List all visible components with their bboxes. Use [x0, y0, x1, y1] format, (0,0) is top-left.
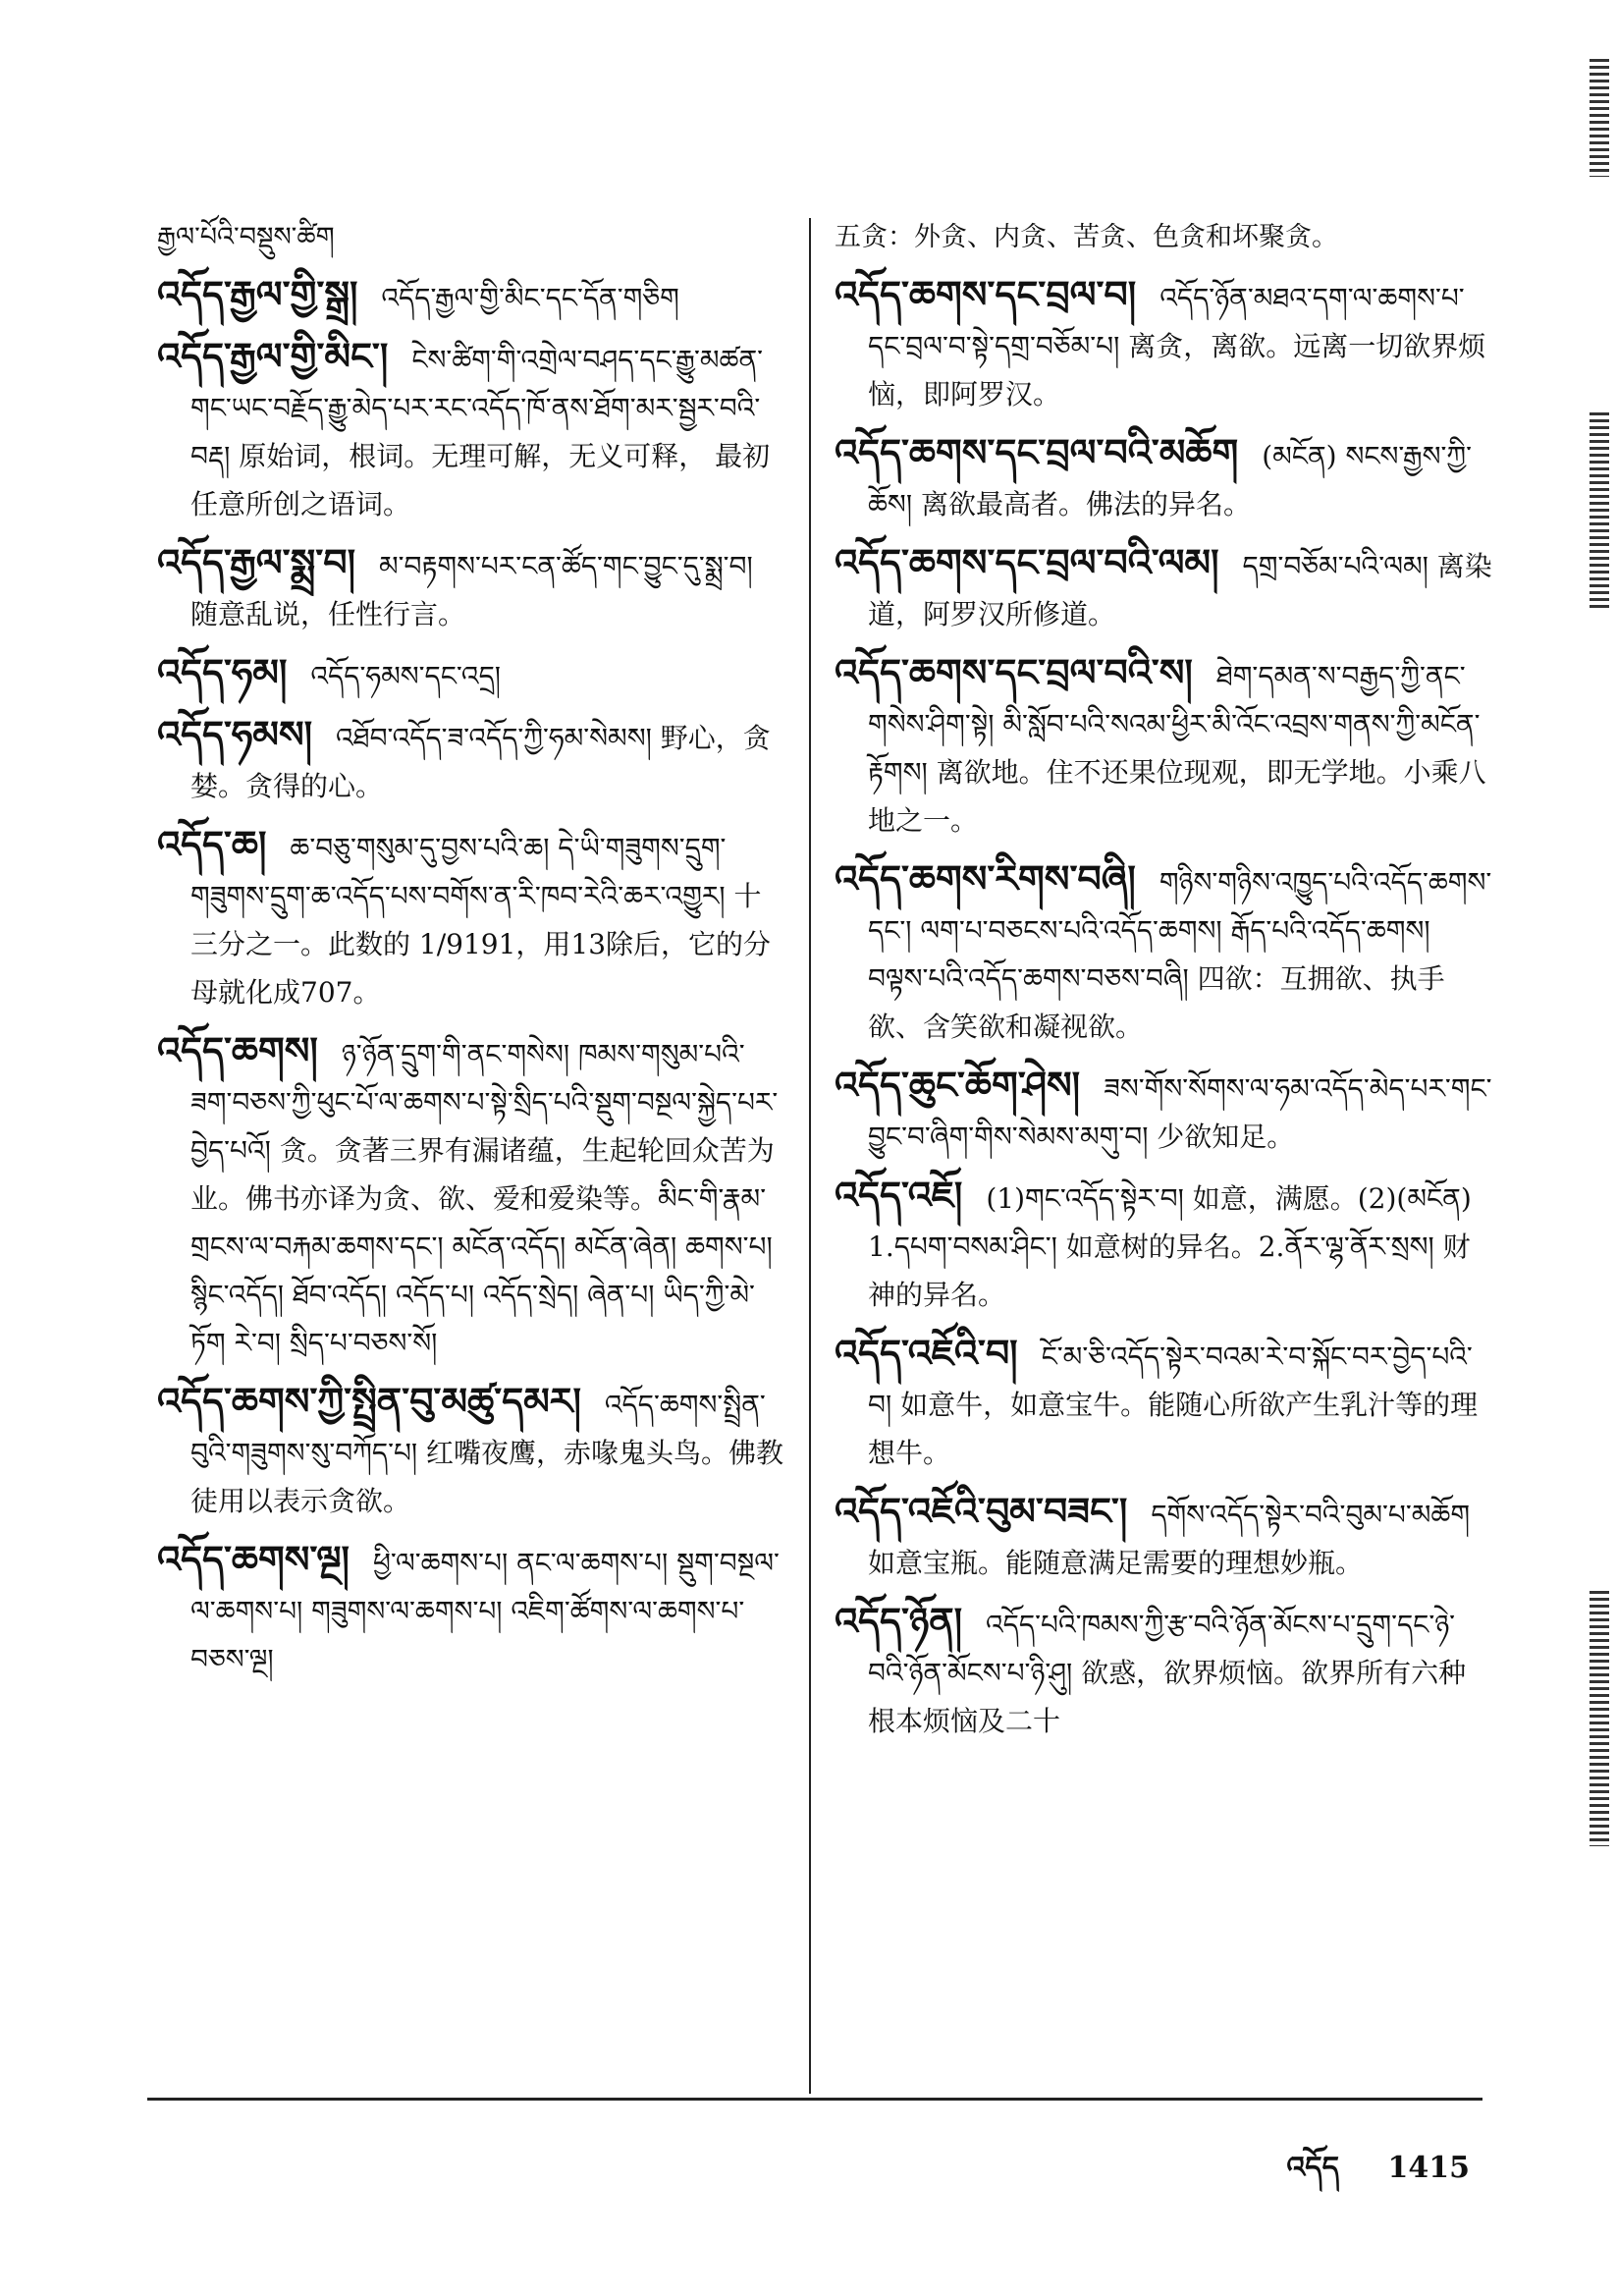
headword: འདོད་ཆགས་དང་བྲལ་བའི་མཆོག [835, 431, 1239, 474]
dictionary-entry [157, 1027, 785, 1368]
dictionary-entry [835, 1598, 1492, 1746]
margin-mark [1590, 1591, 1609, 1846]
lead-fragment: 五贪：外贪、内贪、苦贪、色贪和坏聚贪。 [835, 222, 1338, 252]
definition: ཉ་ཉོན་དྲུག་གི་ནང་གསེས། ཁམས་གསུམ་པའི་ཟག་བཅས་ཀྱི་ཕུང་པོ་ལ་ཆགས་པ་སྟེ་སྲིད་པའི་སྡུག་བསྔལ་སྐྱེད་པར་བྱེད་པའོ། 贪。贪著三界有漏诸蕴，生起轮回众苦为业。佛书亦译为贪、欲、爱和爱染等。མིང་གི་རྣམ་གྲངས་ལ་བརྐམ་ཆགས་དང་། མངོན་འདོད། མངོན་ཞེན། ཆགས་པ། སྙིང་འདོད། ཐོབ་འདོད། འདོད་པ། འདོད་སྲེད། ཞེན་པ། ཡིད་ཀྱི་མེ་ཏོག རེ་བ། སྲིད་པ་བཅས་སོ། [190, 1038, 779, 1359]
definition: དགྲ་བཅོམ་པའི་ལམ། 离染道，阿罗汉所修道。 [868, 550, 1492, 630]
headword: འདོད་འཇོ། [835, 1174, 963, 1217]
dictionary-entry [157, 1536, 785, 1684]
headword: འདོད་ཆ། [157, 823, 267, 866]
dictionary-entry [835, 539, 1492, 639]
dictionary-entry [835, 271, 1492, 419]
footer-rule [147, 2098, 1482, 2101]
headword: འདོད་ཆུང་ཆོག་ཤེས། [835, 1064, 1081, 1107]
definition: འདོད་པའི་ཁམས་ཀྱི་རྩ་བའི་ཉོན་མོངས་པ་དྲུག་དང་ཉེ་བའི་ཉོན་མོངས་པ་ཉི་ཤུ། 欲惑，欲界烦恼。欲界所有六种根本烦恼及二十 [868, 1609, 1467, 1737]
definition: ཐེག་དམན་ས་བརྒྱད་ཀྱི་ནང་གསེས་ཤིག་སྟེ། མི་སློབ་པའི་སའམ་ཕྱིར་མི་འོང་འབྲས་གནས་ཀྱི་མངོན་རྟོགས། 离欲地。住不还果位现观，即无学地。小乘八地之一。 [868, 660, 1486, 837]
dictionary-entry [157, 711, 785, 811]
left-column [157, 214, 785, 1694]
definition: ཆ་བཅུ་གསུམ་དུ་བྱས་པའི་ཆ། དེ་ཡི་གཟུགས་དྲུག་གཟུགས་དྲུག་ཆ་འདོད་པས་བགོས་ན་རི་ཁབ་རེའི་ཆར་འགྱུར། 十三分之一。此数的 1/9191，用13除后，它的分母就化成707。 [190, 832, 772, 1009]
page-number: 1415 [1387, 2151, 1470, 2185]
dictionary-entry [835, 1330, 1492, 1478]
definition: ཟས་གོས་སོགས་ལ་ཧམ་འདོད་མེད་པར་གང་བྱུང་བ་ཞིག་གིས་སེམས་མགུ་བ། 少欲知足。 [868, 1072, 1492, 1153]
column-divider [809, 218, 811, 2094]
dictionary-entry [835, 429, 1492, 529]
definition: འདོད་ཉོན་མཐའ་དག་ལ་ཆགས་པ་དང་བྲལ་བ་སྟེ་དགྲ་བཅོམ་པ། 离贪，离欲。远离一切欲界烦恼，即阿罗汉。 [868, 282, 1486, 410]
headword: འདོད་ཆགས་དང་བྲལ་བ། [835, 273, 1137, 316]
definition: ངེས་ཚིག་གི་འགྲེལ་བཤད་དང་རྒྱུ་མཚན་གང་ཡང་བརྗོད་རྒྱུ་མེད་པར་རང་འདོད་ཁོ་ནས་ཐོག་མར་སྦྱར་བའི་བརྡ། 原始词，根词。无理可解，无义可释， 最初任意所创之语词。 [190, 344, 771, 520]
right-column [835, 214, 1492, 1756]
dictionary-entry [835, 1488, 1492, 1588]
dictionary-entry [157, 821, 785, 1017]
headword: འདོད་ཧམས། [157, 713, 313, 756]
page-footer [1247, 2135, 1470, 2217]
definition: མ་བརྟགས་པར་ངན་ཚོད་གང་བྱུང་དུ་སྨྲ་བ། 随意乱说，任性行言。 [190, 550, 753, 630]
definition: ངོ་མ་ཅི་འདོད་སྟེར་བའམ་རེ་བ་སྐོང་བར་བྱེད་པའི་བ། 如意牛，如意宝牛。能随心所欲产生乳汁等的理想牛。 [868, 1340, 1479, 1469]
definition: དགོས་འདོད་སྟེར་བའི་བུམ་པ་མཆོག 如意宝瓶。能随意满足需要的理想妙瓶。 [868, 1499, 1471, 1579]
headword: འདོད་འཇོའི་བུམ་བཟང་། [835, 1490, 1128, 1533]
definition: (མངོན) སངས་རྒྱས་ཀྱི་ཆོས། 离欲最高者。佛法的异名。 [868, 440, 1472, 520]
headword: འདོད་ཆགས་དང་བྲལ་བའི་ལམ། [835, 541, 1219, 584]
headword: འདོད་རྒྱལ་གྱི་མིང་། [157, 335, 389, 378]
lead-fragment: རྒྱལ་པོའི་བསྡུས་ཚིག [157, 222, 335, 252]
dictionary-entry [157, 271, 785, 323]
headword: འདོད་ཆགས་རིགས་བཞི། [835, 857, 1136, 901]
headword: འདོད་ཆགས་དང་བྲལ་བའི་ས། [835, 651, 1193, 694]
headword: འདོད་རྒྱལ་གྱི་སྒྲ། [157, 273, 358, 316]
dictionary-entry [157, 539, 785, 639]
running-head: འདོད [1286, 2151, 1339, 2185]
headword: འདོད་ཆགས་ཀྱི་སྤྲིན་བུ་མཚུ་དམར། [157, 1380, 581, 1423]
headword: འདོད་ཆགས། [157, 1029, 318, 1072]
dictionary-entry [157, 1378, 785, 1526]
margin-mark [1590, 59, 1609, 177]
margin-mark [1590, 412, 1609, 609]
dictionary-entry [835, 649, 1492, 846]
headword: འདོད་ཆགས་ལྔ། [157, 1538, 350, 1581]
dictionary-entry [835, 855, 1492, 1052]
definition: (1)གང་འདོད་སྟེར་བ། 如意，满愿。(2)(མངོན) 1.དཔག་བསམ་ཤིང་། 如意树的异名。2.ནོར་ལྷ་ནོར་སྲས། 财神的异名。 [868, 1182, 1472, 1311]
definition: འདོད་ཆགས་སྤྲིན་བུའི་གཟུགས་སུ་བཀོད་པ། 红嘴夜鹰，赤喙鬼头鸟。佛教徒用以表示贪欲。 [190, 1389, 784, 1517]
headword: འདོད་རྒྱལ་སྨྲ་བ། [157, 541, 356, 584]
definition: འདོད་ཧམས་དང་འདྲ། [310, 660, 501, 692]
dictionary-entry [157, 333, 785, 529]
definition: ཕྱི་ལ་ཆགས་པ། ནང་ལ་ཆགས་པ། སྡུག་བསྔལ་ལ་ཆགས་པ། གཟུགས་ལ་ཆགས་པ། འཇིག་ཚོགས་ལ་ཆགས་པ་བཅས་ལྔ། [190, 1547, 780, 1675]
definition: གཉིས་གཉིས་འཁྱུད་པའི་འདོད་ཆགས་དང་། ལག་པ་བཅངས་པའི་འདོད་ཆགས། རྒོད་པའི་འདོད་ཆགས། བལྟས་པའི་འདོད་ཆགས་བཅས་བཞི། 四欲：互拥欲、执手欲、含笑欲和凝视欲。 [868, 866, 1492, 1043]
headword: འདོད་འཇོའི་བ། [835, 1332, 1018, 1375]
headword: འདོད་ཉོན། [835, 1600, 963, 1643]
definition: འདོད་རྒྱལ་གྱི་མིང་དང་དོན་གཅིག [381, 282, 679, 314]
dictionary-entry [157, 649, 785, 701]
dictionary-entry [835, 1172, 1492, 1320]
definition: འཐོབ་འདོད་ཟ་འདོད་ཀྱི་ཧམ་སེམས། 野心，贪婪。贪得的心。 [190, 722, 771, 802]
dictionary-entry [835, 1062, 1492, 1162]
headword: འདོད་ཧམ། [157, 651, 288, 694]
